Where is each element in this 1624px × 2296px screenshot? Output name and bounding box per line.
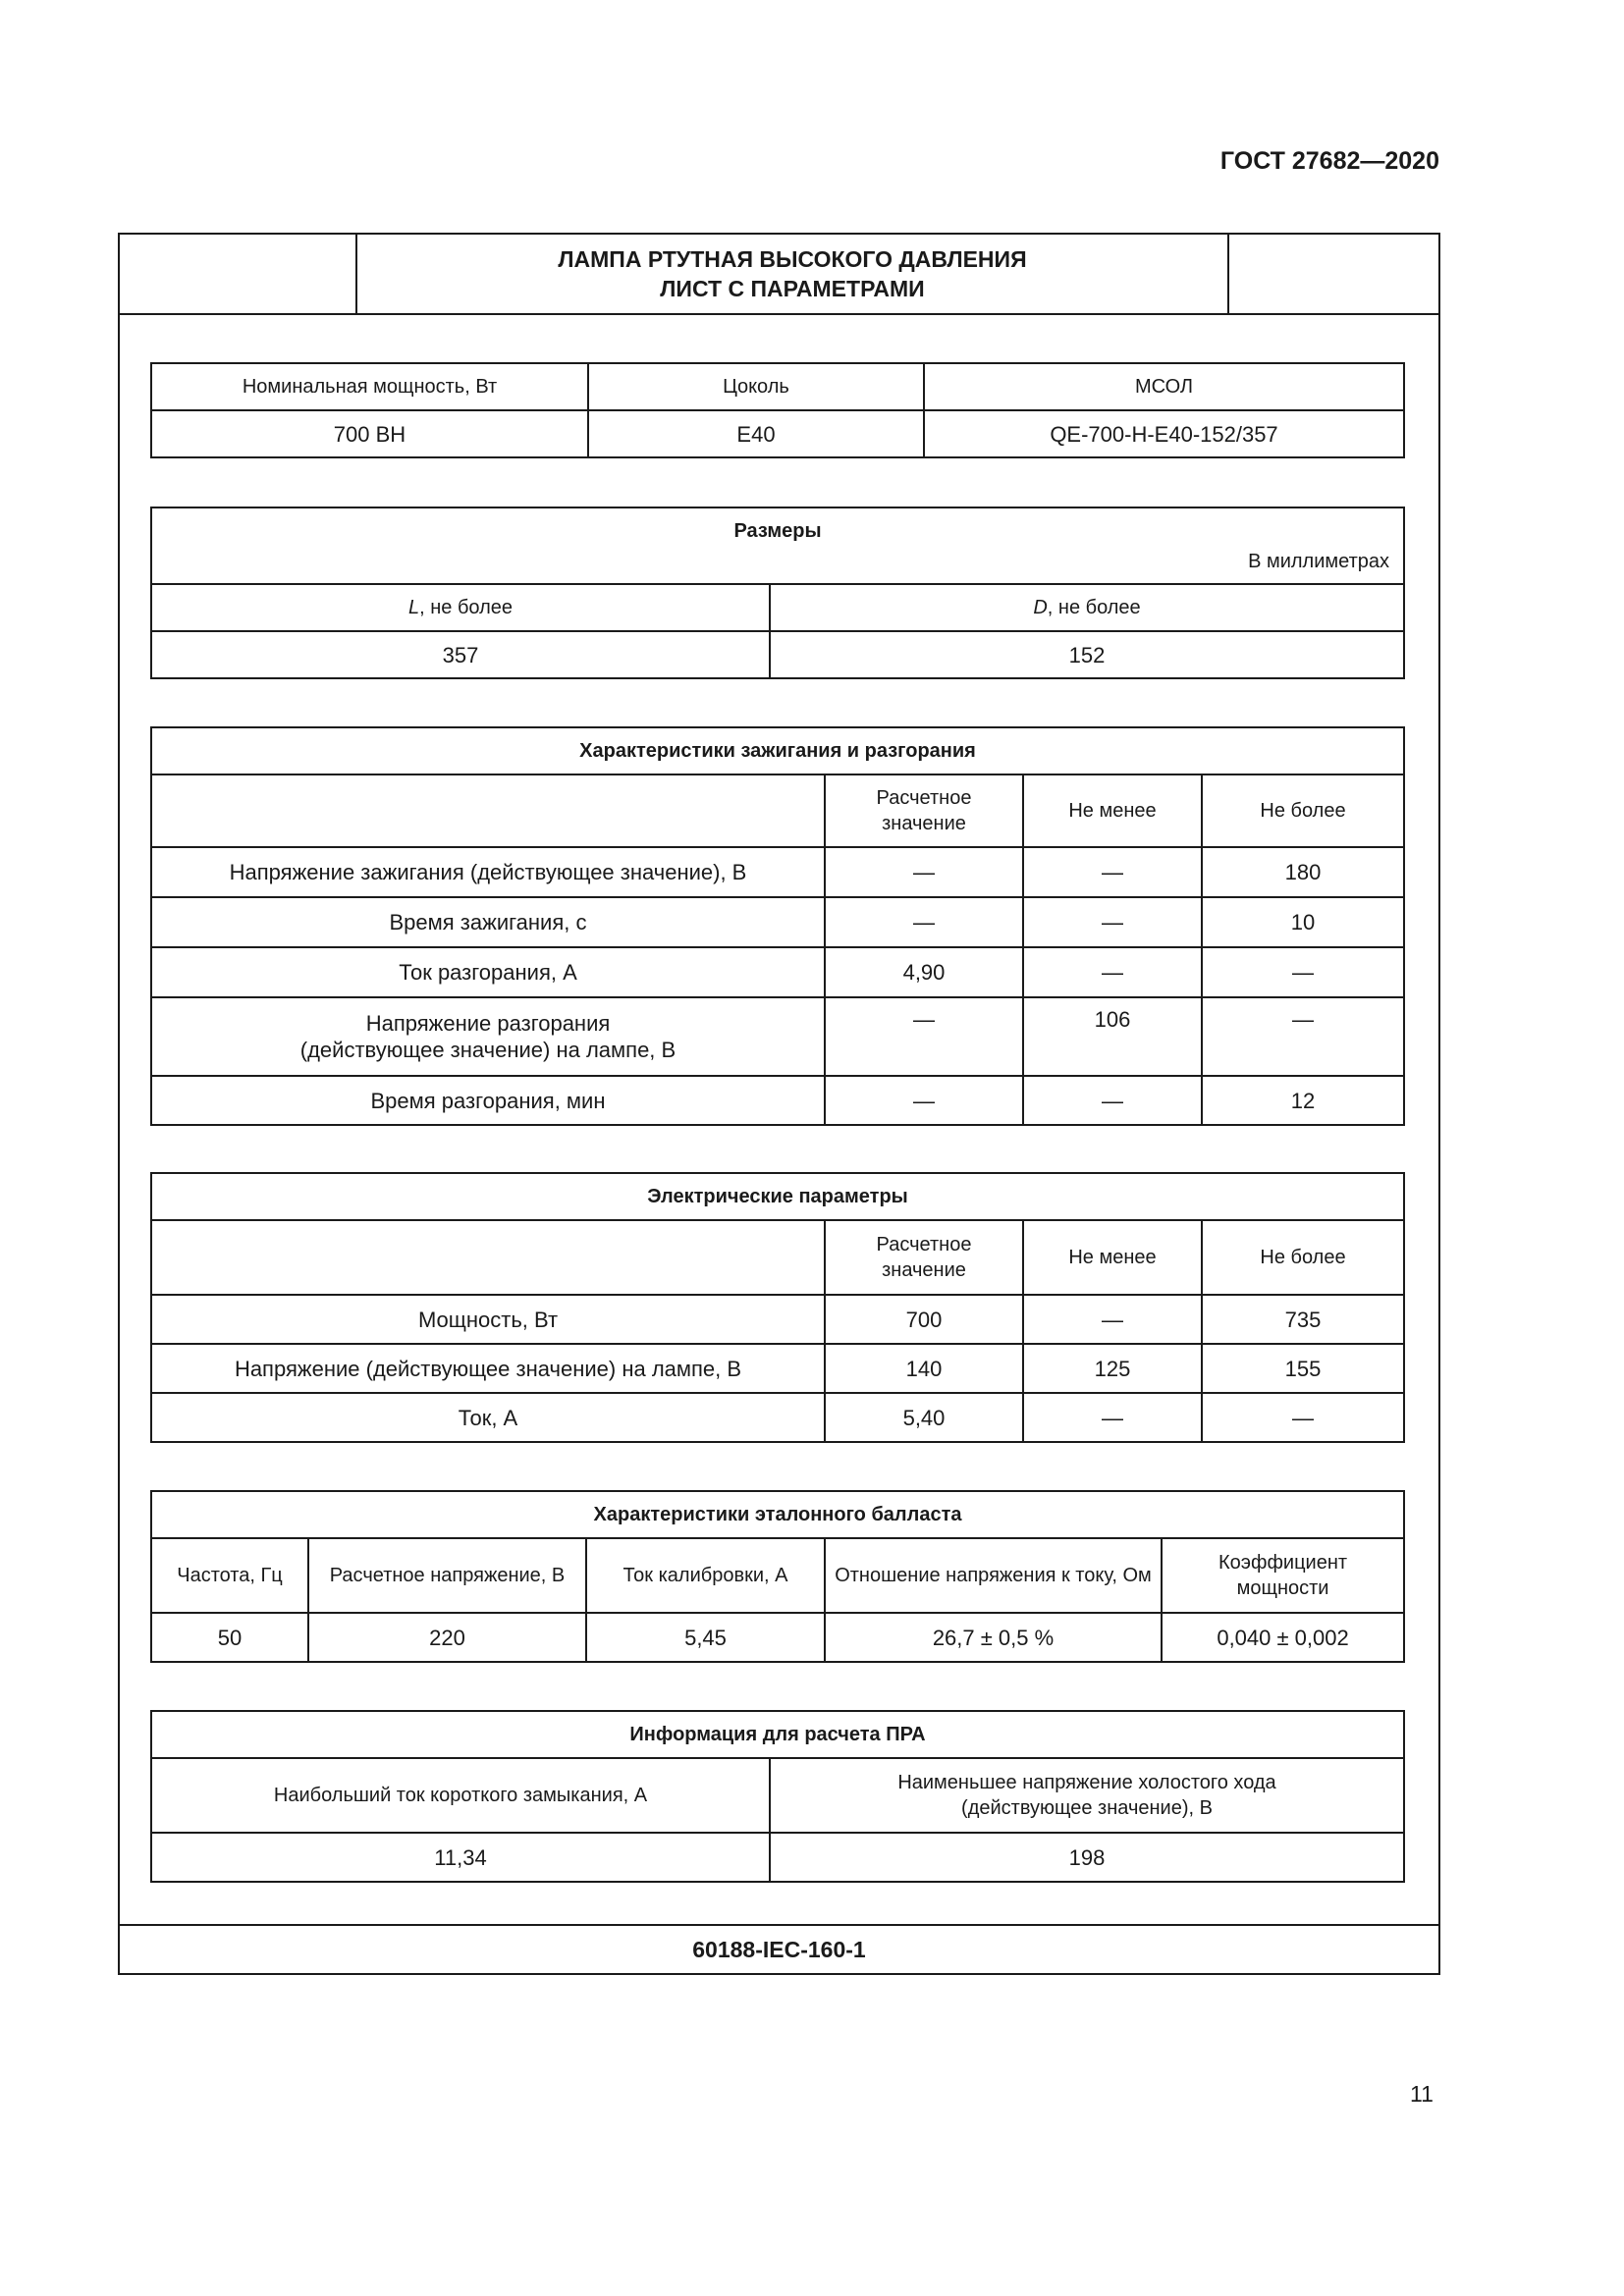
header-length bbox=[151, 584, 770, 631]
header-base: Цоколь bbox=[588, 363, 924, 410]
row-calc: — bbox=[825, 1076, 1023, 1125]
table-row bbox=[151, 1613, 1404, 1662]
header-min: Не менее bbox=[1023, 774, 1202, 847]
row-calc: 700 bbox=[825, 1295, 1023, 1344]
ballast-caption: Характеристики эталонного балласта bbox=[151, 1491, 1404, 1538]
row-calc: 4,90 bbox=[825, 947, 1023, 997]
diameter-suffix: , не более bbox=[1047, 597, 1141, 618]
header-power: Номинальная мощность, Вт bbox=[151, 363, 588, 410]
row-max: 10 bbox=[1202, 897, 1404, 947]
value-frequency: 50 bbox=[151, 1613, 308, 1662]
header-max: Не более bbox=[1202, 1220, 1404, 1295]
empty-header-cell bbox=[151, 1220, 825, 1295]
row-label: Время разгорания, мин bbox=[151, 1076, 825, 1125]
dimensions-caption-cell bbox=[151, 507, 1404, 584]
table-row bbox=[151, 1295, 1404, 1344]
value-rated-voltage: 220 bbox=[308, 1613, 586, 1662]
empty-header-cell bbox=[151, 774, 825, 847]
row-min: 106 bbox=[1023, 997, 1202, 1076]
diameter-symbol: D bbox=[1033, 597, 1048, 618]
value-base: E40 bbox=[588, 410, 924, 457]
dimensions-caption: Размеры bbox=[733, 520, 822, 542]
header-max: Не более bbox=[1202, 774, 1404, 847]
row-max: — bbox=[1202, 997, 1404, 1076]
value-voltage-current-ratio: 26,7 ± 0,5 % bbox=[825, 1613, 1162, 1662]
table-row bbox=[151, 1173, 1404, 1220]
row-min: — bbox=[1023, 1076, 1202, 1125]
row-max: 735 bbox=[1202, 1295, 1404, 1344]
sheet-title-line-2: ЛИСТ С ПАРАМЕТРАМИ bbox=[660, 276, 925, 301]
row-max: 180 bbox=[1202, 847, 1404, 897]
header-diameter bbox=[770, 584, 1404, 631]
table-row bbox=[151, 727, 1404, 774]
table-row bbox=[151, 507, 1404, 584]
value-calibration-current: 5,45 bbox=[586, 1613, 825, 1662]
table-row bbox=[151, 1393, 1404, 1442]
table-row bbox=[151, 897, 1404, 947]
sheet-title-line-1: ЛАМПА РТУТНАЯ ВЫСОКОГО ДАВЛЕНИЯ bbox=[558, 246, 1027, 272]
header-power-factor: Коэффициент мощности bbox=[1162, 1538, 1404, 1613]
row-calc: — bbox=[825, 997, 1023, 1076]
row-max: — bbox=[1202, 1393, 1404, 1442]
value-diameter: 152 bbox=[770, 631, 1404, 678]
row-min: — bbox=[1023, 947, 1202, 997]
ignition-caption: Характеристики зажигания и разгорания bbox=[151, 727, 1404, 774]
table-row bbox=[151, 1538, 1404, 1613]
table-row bbox=[151, 1711, 1404, 1758]
row-min: 125 bbox=[1023, 1344, 1202, 1393]
header-min: Не менее bbox=[1023, 1220, 1202, 1295]
row-label: Ток разгорания, А bbox=[151, 947, 825, 997]
sheet-header bbox=[120, 235, 1438, 315]
table-row bbox=[151, 1344, 1404, 1393]
page-number: 11 bbox=[1410, 2081, 1434, 2107]
lamp-id-table bbox=[150, 362, 1405, 458]
value-length: 357 bbox=[151, 631, 770, 678]
table-row bbox=[151, 1491, 1404, 1538]
header-open-circuit-voltage: Наименьшее напряжение холостого хода (действующее значение), В bbox=[770, 1758, 1404, 1833]
electrical-table bbox=[150, 1172, 1405, 1443]
row-label: Напряжение (действующее значение) на лампе, В bbox=[151, 1344, 825, 1393]
row-label: Мощность, Вт bbox=[151, 1295, 825, 1344]
table-row bbox=[151, 774, 1404, 847]
row-label: Ток, А bbox=[151, 1393, 825, 1442]
row-calc: — bbox=[825, 897, 1023, 947]
electrical-caption: Электрические параметры bbox=[151, 1173, 1404, 1220]
standard-number: ГОСТ 27682—2020 bbox=[1219, 147, 1439, 175]
row-min: — bbox=[1023, 1295, 1202, 1344]
table-row bbox=[151, 1220, 1404, 1295]
table-row bbox=[151, 363, 1404, 410]
pra-table bbox=[150, 1710, 1405, 1883]
header-calc: Расчетное значение bbox=[825, 774, 1023, 847]
table-row bbox=[151, 410, 1404, 457]
table-row bbox=[151, 997, 1404, 1076]
value-open-circuit-voltage: 198 bbox=[770, 1833, 1404, 1882]
row-min: — bbox=[1023, 1393, 1202, 1442]
header-calibration-current: Ток калибровки, А bbox=[586, 1538, 825, 1613]
row-label: Напряжение разгорания (действующее значение) на лампе, В bbox=[151, 997, 825, 1076]
sheet-title bbox=[355, 235, 1229, 313]
row-max: 12 bbox=[1202, 1076, 1404, 1125]
row-label: Напряжение зажигания (действующее значение), В bbox=[151, 847, 825, 897]
header-voltage-current-ratio: Отношение напряжения к току, Ом bbox=[825, 1538, 1162, 1613]
table-row bbox=[151, 584, 1404, 631]
row-label: Время зажигания, с bbox=[151, 897, 825, 947]
table-row bbox=[151, 1076, 1404, 1125]
row-calc: 140 bbox=[825, 1344, 1023, 1393]
unit-note: В миллиметрах bbox=[1248, 551, 1390, 572]
value-power-factor: 0,040 ± 0,002 bbox=[1162, 1613, 1404, 1662]
header-msol: МСОЛ bbox=[924, 363, 1404, 410]
row-calc: 5,40 bbox=[825, 1393, 1023, 1442]
row-max: — bbox=[1202, 947, 1404, 997]
row-max: 155 bbox=[1202, 1344, 1404, 1393]
row-calc: — bbox=[825, 847, 1023, 897]
ballast-table bbox=[150, 1490, 1405, 1663]
value-msol: QE-700-H-E40-152/357 bbox=[924, 410, 1404, 457]
pra-caption: Информация для расчета ПРА bbox=[151, 1711, 1404, 1758]
header-short-circuit-current: Наибольший ток короткого замыкания, А bbox=[151, 1758, 770, 1833]
header-rated-voltage: Расчетное напряжение, В bbox=[308, 1538, 586, 1613]
length-suffix: , не более bbox=[419, 597, 514, 618]
table-row bbox=[151, 631, 1404, 678]
table-row bbox=[151, 847, 1404, 897]
value-short-circuit-current: 11,34 bbox=[151, 1833, 770, 1882]
table-row bbox=[151, 1758, 1404, 1833]
value-power: 700 ВН bbox=[151, 410, 588, 457]
table-row bbox=[151, 1833, 1404, 1882]
header-frequency: Частота, Гц bbox=[151, 1538, 308, 1613]
table-row bbox=[151, 947, 1404, 997]
ignition-table bbox=[150, 726, 1405, 1126]
row-min: — bbox=[1023, 847, 1202, 897]
dimensions-table bbox=[150, 507, 1405, 679]
header-calc: Расчетное значение bbox=[825, 1220, 1023, 1295]
length-symbol: L bbox=[407, 597, 420, 618]
row-min: — bbox=[1023, 897, 1202, 947]
sheet-code: 60188-IEC-160-1 bbox=[120, 1924, 1438, 1973]
